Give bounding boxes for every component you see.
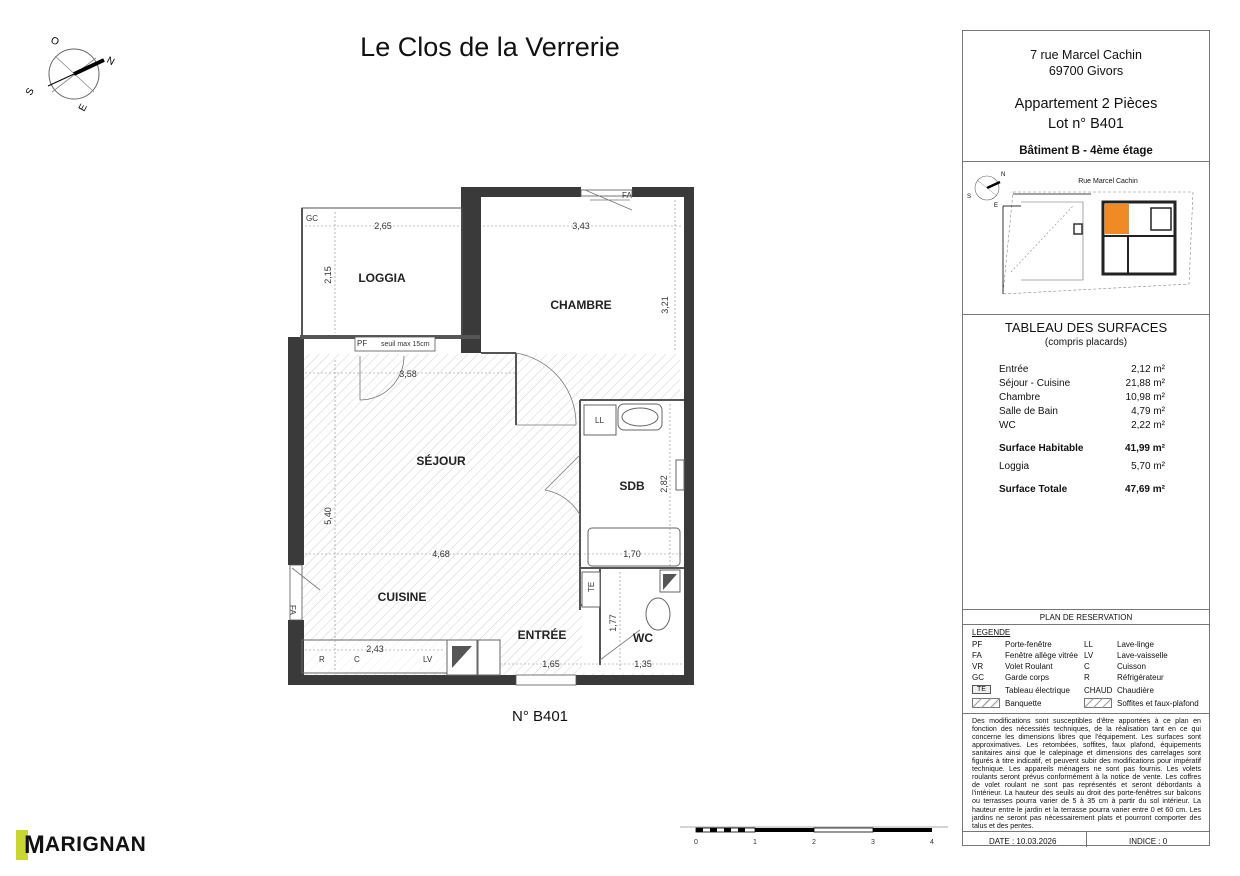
dim-chambre-width: 3,43 (572, 221, 590, 231)
legend-code: C (1084, 662, 1090, 671)
dim-loggia-width: 2,65 (374, 221, 392, 231)
legend-code: PF (972, 640, 983, 649)
legend-te-swatch: TE (972, 685, 991, 694)
legend-text: Lave-vaisselle (1117, 651, 1168, 660)
tag-seuil: seuil max 15cm (381, 341, 430, 348)
legend-text: Porte-fenêtre (1005, 640, 1052, 649)
scale-tick-2: 2 (812, 839, 816, 846)
compass-icon (23, 30, 117, 114)
dim-sejour-width2: 4,68 (432, 549, 450, 559)
scale-tick-1: 1 (753, 839, 757, 846)
surfaces-subtitle: (compris placards) (1044, 337, 1128, 348)
scale-tick-3: 3 (871, 839, 875, 846)
compass-n-label: N (104, 54, 117, 69)
tag-te: TE (587, 581, 596, 592)
date-label: DATE : 10.03.2026 (989, 837, 1057, 846)
banquette-swatch-icon (972, 698, 1000, 708)
legend-text: Tableau électrique (1005, 686, 1070, 695)
apartment-type: Appartement 2 Pièces (1014, 96, 1158, 112)
legend-text: Soffites et faux-plafond (1117, 699, 1199, 708)
room-chambre: CHAMBRE (550, 298, 612, 312)
marignan-logo (16, 828, 146, 862)
legend-code: R (1084, 673, 1090, 682)
location-map (963, 164, 1209, 316)
legend-text: Fenêtre allège vitrée (1005, 651, 1078, 660)
room-entree: ENTRÉE (517, 628, 567, 642)
legend-text: Volet Roulant (1005, 662, 1053, 671)
indice-label: INDICE : 0 (1129, 837, 1168, 846)
surface-habitable-row: Surface Habitable 41,99 m² (999, 443, 1165, 454)
svg-text:S: S (967, 194, 972, 200)
batiment-floor: Bâtiment B - 4ème étage (1019, 145, 1153, 157)
dim-wc-width: 1,35 (634, 659, 652, 669)
legend-code: VR (972, 662, 984, 671)
lot-number-label: N° B401 (511, 708, 569, 725)
surface-row: Entrée 2,12 m² (999, 364, 1165, 375)
disclaimer-text: Des modifications sont susceptibles d'être apportées à ce plan en fonction des nécessités techniques, de la réalisation tant en ce qui concerne les dimensions libres que l'équipement. Les surfaces sont approximatives. Les retombées, soffites, faux plafond, équipements sanitaires ainsi que le calepinage et dimensions des carrelages sont figurés à titre indicatif, et peuvent subir des modifications pour impératif technique. Les appareils ménagers ne sont pas fournis. Les volets roulants seront prévus conformément à la notice de vente. Les coffres de volet roulant ne sont pas représentés et seront débordants à l'intérieur. La hauteur des seuils au droit des porte-fenêtres sur balcons ou terrasses pourra varier de 5 à 35 cm à partir du sol intérieur. La hauteur entre le jardin et la terrasse pourra varier entre 0 et 60 cm. Les jardins ne seront pas nécessairement plats et pourront comporter des talus et des pentes. (972, 717, 1201, 830)
lot-number: Lot n° B401 (1048, 116, 1124, 132)
surfaces-title: TABLEAU DES SURFACES (1004, 320, 1168, 335)
dim-sdb-height: 2,82 (659, 475, 669, 493)
dim-sdb-width: 1,70 (623, 549, 641, 559)
tag-pf: PF (357, 339, 368, 348)
compass-e-label: E (76, 102, 90, 114)
address-line2: 69700 Givors (1048, 64, 1124, 78)
legend-code: GC (972, 673, 984, 682)
floor-plan (250, 170, 710, 695)
legend-code: LV (1084, 651, 1094, 660)
legend-text: Réfrigérateur (1117, 673, 1164, 682)
address-line1: 7 rue Marcel Cachin (1030, 48, 1142, 62)
scale-tick-0: 0 (694, 839, 698, 846)
legend-text: Banquette (1005, 699, 1042, 708)
surface-row: Séjour - Cuisine 21,88 m² (999, 378, 1165, 389)
room-loggia: LOGGIA (358, 271, 406, 285)
dim-sejour-height: 5,40 (323, 507, 333, 525)
tag-lv: LV (423, 655, 433, 664)
legend-code: FA (972, 651, 982, 660)
soffites-swatch-icon (1084, 698, 1112, 708)
legend-text: Garde corps (1005, 673, 1050, 682)
compass-s-label: S (23, 86, 37, 98)
svg-text:E: E (994, 203, 999, 209)
surface-row: Salle de Bain 4,79 m² (999, 406, 1165, 417)
legend-code: CHAUD (1084, 686, 1113, 695)
tag-fa-top: FA (622, 191, 632, 200)
room-sejour: SÉJOUR (416, 454, 466, 468)
dim-entree-width: 1,65 (542, 659, 560, 669)
plan-reservation-label: PLAN DE RESERVATION (1039, 613, 1133, 622)
dim-sejour-width: 3,58 (399, 369, 417, 379)
legend-text: Chaudière (1117, 686, 1154, 695)
surface-loggia-row: Loggia 5,70 m² (999, 461, 1165, 472)
legende-title: LEGENDE (972, 628, 1011, 637)
compass-o-label: O (48, 34, 61, 49)
scale-tick-4: 4 (930, 839, 934, 846)
tag-c: C (354, 655, 360, 664)
tag-fa-left: FA (288, 605, 297, 615)
room-sdb: SDB (619, 479, 645, 493)
location-street-label: Rue Marcel Cachin (1078, 178, 1138, 185)
legend-text: Lave-linge (1117, 640, 1154, 649)
info-panel (962, 30, 1210, 846)
page-title: Le Clos de la Verrerie (360, 32, 620, 62)
tag-gc: GC (306, 214, 318, 223)
tag-r: R (319, 655, 325, 664)
dim-kitchen-width: 2,43 (366, 644, 384, 654)
surface-row: Chambre 10,98 m² (999, 392, 1165, 403)
logo-text: ARIGNAN (44, 833, 147, 856)
tag-ll: LL (595, 416, 604, 425)
scale-bar (680, 822, 950, 852)
legend-code: LL (1084, 640, 1093, 649)
room-wc: WC (633, 631, 653, 645)
logo-first-letter: M (24, 830, 45, 859)
dim-chambre-height: 3,21 (660, 296, 670, 314)
dim-loggia-height: 2,15 (323, 266, 333, 284)
dim-wc-height: 1,77 (608, 614, 618, 632)
legend-text: Cuisson (1117, 662, 1146, 671)
surface-totale-row: Surface Totale 47,69 m² (999, 484, 1165, 495)
room-cuisine: CUISINE (377, 590, 427, 604)
surface-row: WC 2,22 m² (999, 420, 1165, 431)
svg-text:N: N (1001, 172, 1006, 178)
